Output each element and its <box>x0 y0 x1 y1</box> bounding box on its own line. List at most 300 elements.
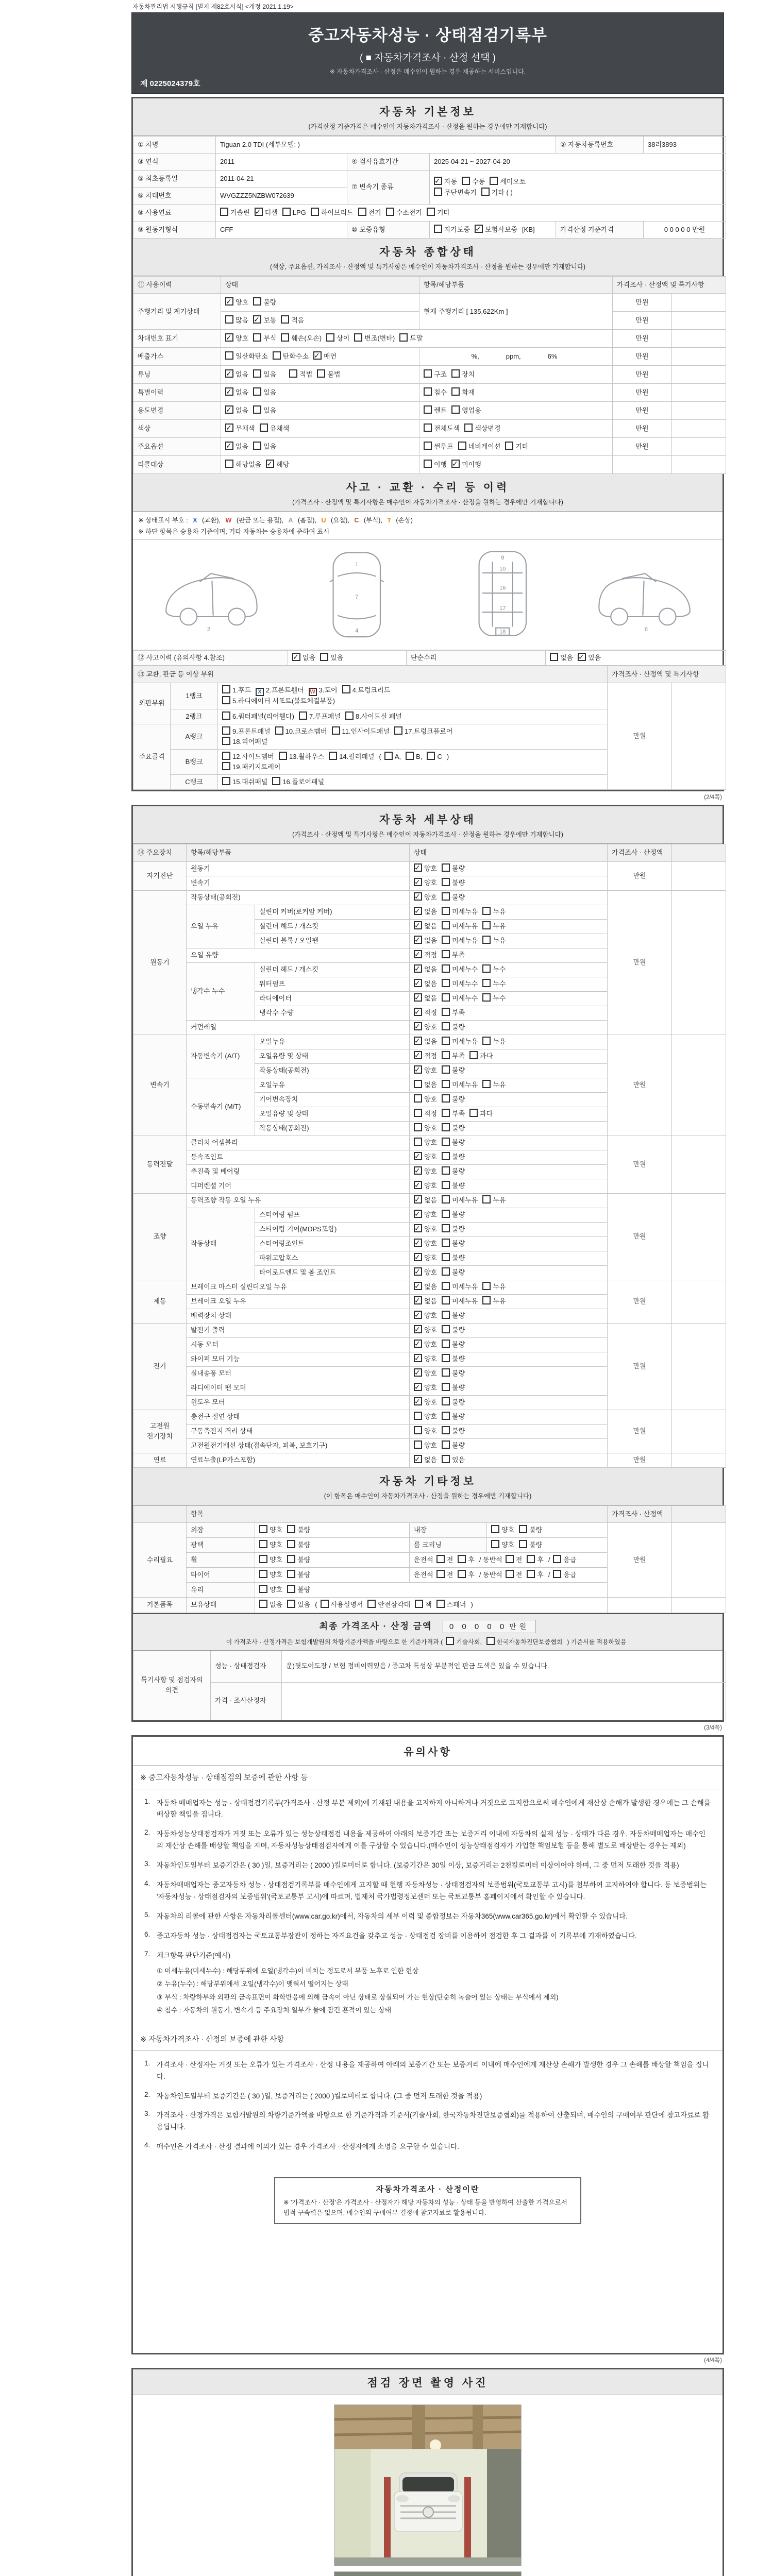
checkbox[interactable] <box>255 208 263 216</box>
checkbox[interactable] <box>442 878 450 886</box>
checkbox[interactable] <box>442 936 450 944</box>
checkbox[interactable] <box>490 177 498 185</box>
mark-box[interactable]: X <box>256 688 264 696</box>
checkbox[interactable] <box>384 752 393 760</box>
checkbox[interactable] <box>414 863 422 872</box>
price-value: 만원 <box>608 1453 672 1467</box>
checkbox[interactable] <box>414 1022 422 1030</box>
checkbox-option <box>434 225 470 235</box>
checkbox[interactable] <box>311 208 319 216</box>
item-state <box>410 1381 608 1395</box>
checkbox[interactable] <box>442 1065 450 1074</box>
checkbox[interactable] <box>259 1600 267 1608</box>
checkbox[interactable] <box>414 1138 422 1146</box>
note-cell <box>672 683 726 790</box>
checkbox[interactable] <box>414 1181 422 1189</box>
checkbox[interactable] <box>427 208 435 216</box>
checkbox-option <box>436 1570 453 1580</box>
option-label: 미세누수 <box>452 979 478 988</box>
checkbox[interactable] <box>442 863 450 872</box>
checkbox[interactable] <box>367 1600 376 1608</box>
checkbox[interactable] <box>414 1195 422 1204</box>
checkbox[interactable] <box>414 1354 422 1362</box>
option-label: 응급 <box>563 1571 577 1579</box>
checkbox[interactable] <box>442 1397 450 1405</box>
checkbox-option <box>222 737 267 747</box>
checkbox-option <box>442 878 465 888</box>
checkbox[interactable] <box>225 297 233 306</box>
diagram-label: 2 <box>207 626 210 633</box>
checkbox[interactable] <box>289 369 297 378</box>
checkbox[interactable] <box>222 726 230 735</box>
checkbox[interactable] <box>414 1065 422 1074</box>
checkbox[interactable] <box>225 442 233 450</box>
item-state <box>410 1107 608 1121</box>
checkbox[interactable] <box>313 351 322 360</box>
checkbox[interactable] <box>482 1296 491 1304</box>
checkbox[interactable] <box>342 685 350 693</box>
checkbox-option <box>414 1022 437 1032</box>
checkbox[interactable] <box>505 442 513 450</box>
checkbox[interactable] <box>414 1311 422 1319</box>
checkbox[interactable] <box>482 993 491 1002</box>
option-label: 전기 <box>368 208 381 216</box>
column-header: ⑬ 교환, 판금 등 이상 부위 <box>133 666 608 683</box>
checkbox[interactable] <box>491 1525 499 1533</box>
checkbox[interactable] <box>553 1555 561 1563</box>
checkbox[interactable] <box>442 907 450 915</box>
checkbox[interactable] <box>442 1440 450 1449</box>
option-label: 자가보증 <box>444 225 470 233</box>
checkbox[interactable] <box>482 1080 491 1088</box>
checkbox[interactable] <box>458 1570 466 1578</box>
checkbox-option <box>442 1210 465 1220</box>
checkbox[interactable] <box>282 208 291 216</box>
item-state <box>410 1265 608 1280</box>
checkbox[interactable] <box>527 1570 535 1578</box>
checkbox[interactable] <box>442 1426 450 1434</box>
checkbox[interactable] <box>442 1195 450 1204</box>
checkbox[interactable] <box>222 752 230 760</box>
checkbox[interactable] <box>259 1585 267 1593</box>
checkbox[interactable] <box>482 921 491 929</box>
checkbox[interactable] <box>451 460 460 468</box>
checkbox[interactable] <box>414 1123 422 1131</box>
checkbox[interactable] <box>414 1037 422 1045</box>
checkbox[interactable] <box>442 950 450 958</box>
checkbox[interactable] <box>427 752 435 760</box>
option-label: 부족 <box>452 1052 465 1060</box>
checkbox[interactable] <box>506 1555 514 1563</box>
checkbox[interactable] <box>320 653 328 661</box>
checkbox[interactable] <box>414 1253 422 1261</box>
checkbox[interactable] <box>222 777 230 785</box>
checkbox[interactable] <box>406 752 414 760</box>
checkbox[interactable] <box>482 1037 491 1045</box>
checkbox[interactable] <box>442 1123 450 1131</box>
checkbox[interactable] <box>259 1525 267 1533</box>
checkbox[interactable] <box>442 1094 450 1103</box>
checkbox[interactable] <box>424 460 432 468</box>
checkbox[interactable] <box>414 1267 422 1276</box>
column-header: 항목/해당부품 <box>187 844 410 861</box>
text: (요철), <box>329 517 351 524</box>
checkbox[interactable] <box>442 1253 450 1261</box>
checkbox[interactable] <box>442 1037 450 1045</box>
checkbox[interactable] <box>259 1540 267 1548</box>
checkbox[interactable] <box>287 1570 295 1578</box>
checkbox[interactable] <box>414 892 422 901</box>
checkbox[interactable] <box>434 225 442 233</box>
checkbox[interactable] <box>292 653 300 661</box>
checkbox[interactable] <box>399 333 408 342</box>
checkbox[interactable] <box>451 405 460 414</box>
checkbox[interactable] <box>442 1311 450 1319</box>
checkbox[interactable] <box>436 1570 445 1578</box>
option-label: 없음 <box>303 654 316 662</box>
checkbox[interactable] <box>436 1600 445 1608</box>
checkbox[interactable] <box>442 1368 450 1377</box>
checkbox[interactable] <box>332 726 340 735</box>
checkbox[interactable] <box>260 423 268 432</box>
checkbox[interactable] <box>553 1570 561 1578</box>
option-label: 없음 <box>424 965 438 973</box>
note-cell <box>672 384 726 402</box>
checkbox[interactable] <box>434 177 442 185</box>
checkbox-option <box>482 907 506 917</box>
checkbox[interactable] <box>281 315 289 324</box>
checkbox[interactable] <box>469 1051 478 1059</box>
option-label: 전 <box>515 1555 523 1564</box>
checkbox[interactable] <box>462 177 470 185</box>
notice-list-1 <box>133 1789 722 2027</box>
option-label: 기타 <box>515 443 529 451</box>
checkbox[interactable] <box>442 1181 450 1189</box>
checkbox[interactable] <box>424 387 432 396</box>
option-label: 양호 <box>424 1441 438 1449</box>
option-label: 19.패키지트레이 <box>232 763 281 771</box>
checkbox[interactable] <box>442 1267 450 1276</box>
option-label: 있음 <box>452 1455 465 1464</box>
checkbox[interactable] <box>442 1109 450 1117</box>
checkbox[interactable] <box>442 1239 450 1247</box>
price-value: 만원 <box>608 1035 672 1136</box>
rank-label: 2랭크 <box>171 709 218 724</box>
checkbox[interactable] <box>253 315 261 324</box>
checkbox[interactable] <box>442 1383 450 1391</box>
checkbox-option <box>394 726 452 737</box>
item-name: 오일누유 <box>255 1035 410 1049</box>
checkbox[interactable] <box>326 333 334 342</box>
checkbox[interactable] <box>442 1022 450 1030</box>
checkbox[interactable] <box>253 297 261 306</box>
checkbox[interactable] <box>414 979 422 987</box>
checkbox-option <box>220 208 250 218</box>
checkbox[interactable] <box>527 1555 535 1563</box>
checkbox[interactable] <box>414 1008 422 1016</box>
checkbox[interactable] <box>424 369 432 378</box>
checkbox[interactable] <box>442 1166 450 1175</box>
row-state <box>255 1568 410 1583</box>
checkbox[interactable] <box>275 726 283 735</box>
checkbox[interactable] <box>253 405 261 414</box>
checkbox[interactable] <box>578 653 586 661</box>
price-value: 만원 <box>608 890 672 1035</box>
checkbox[interactable] <box>469 1109 478 1117</box>
checkbox[interactable] <box>482 907 491 915</box>
checkbox[interactable] <box>442 1412 450 1420</box>
price-value: 만원 <box>608 1136 672 1193</box>
checkbox[interactable] <box>321 1600 329 1608</box>
option-label: 양호 <box>424 1326 438 1334</box>
checkbox[interactable] <box>451 387 460 396</box>
checkbox-option <box>358 208 381 218</box>
checkbox[interactable] <box>442 1210 450 1218</box>
checkbox[interactable] <box>434 188 442 196</box>
checkbox[interactable] <box>222 737 230 745</box>
checkbox[interactable] <box>272 777 280 785</box>
checkbox[interactable] <box>442 892 450 901</box>
option-label: 양호 <box>424 893 438 901</box>
checkbox[interactable] <box>287 1585 295 1593</box>
checkbox[interactable] <box>414 1397 422 1405</box>
checkbox[interactable] <box>482 979 491 987</box>
checkbox[interactable] <box>442 1354 450 1362</box>
item-name: 변속기 <box>187 876 410 890</box>
option-label: 누수 <box>493 979 506 988</box>
checkbox[interactable] <box>273 351 281 360</box>
checkbox[interactable] <box>253 442 261 450</box>
row-item <box>419 456 613 474</box>
item-state <box>410 934 608 948</box>
checkbox[interactable] <box>414 1368 422 1377</box>
checkbox[interactable] <box>442 921 450 929</box>
checkbox[interactable] <box>475 225 483 233</box>
checkbox[interactable] <box>222 685 230 693</box>
checkbox[interactable] <box>414 1094 422 1103</box>
checkbox[interactable] <box>442 993 450 1002</box>
checkbox[interactable] <box>519 1525 527 1533</box>
checkbox-option <box>424 405 447 416</box>
row-state <box>255 1522 410 1537</box>
checkbox[interactable] <box>442 1340 450 1348</box>
option-label: 불량 <box>297 1586 311 1594</box>
checkbox[interactable] <box>414 1383 422 1391</box>
checkbox[interactable] <box>486 1637 495 1645</box>
checkbox[interactable] <box>220 208 228 216</box>
checkbox[interactable] <box>279 752 287 760</box>
detail-row <box>133 1035 726 1049</box>
checkbox[interactable] <box>259 1570 267 1578</box>
checkbox[interactable] <box>287 1540 295 1548</box>
checkbox[interactable] <box>424 442 432 450</box>
item-state <box>410 948 608 962</box>
checkbox[interactable] <box>287 1555 295 1563</box>
checkbox[interactable] <box>414 907 422 915</box>
option-label: 없음 <box>236 406 249 415</box>
checkbox[interactable] <box>225 460 233 468</box>
checkbox[interactable] <box>414 1224 422 1232</box>
checkbox[interactable] <box>458 442 466 450</box>
checkbox[interactable] <box>414 993 422 1002</box>
checkbox[interactable] <box>414 1080 422 1088</box>
checkbox[interactable] <box>442 979 450 987</box>
checkbox[interactable] <box>414 878 422 886</box>
checkbox[interactable] <box>446 1637 454 1645</box>
checkbox[interactable] <box>225 387 233 396</box>
checkbox[interactable] <box>442 1325 450 1333</box>
checkbox[interactable] <box>414 1051 422 1059</box>
checkbox[interactable] <box>442 1051 450 1059</box>
checkbox[interactable] <box>358 208 366 216</box>
checkbox[interactable] <box>482 1195 491 1204</box>
checkbox[interactable] <box>458 1555 466 1563</box>
checkbox[interactable] <box>414 950 422 958</box>
option-label: 불량 <box>452 1427 465 1435</box>
checkbox[interactable] <box>225 351 233 360</box>
checkbox[interactable] <box>225 333 233 342</box>
checkbox-option <box>427 752 442 762</box>
checkbox[interactable] <box>414 1239 422 1247</box>
checkbox[interactable] <box>414 1340 422 1348</box>
item-state <box>410 1179 608 1193</box>
row-label: 주요옵션 <box>133 438 221 456</box>
checkbox[interactable] <box>414 936 422 944</box>
checkbox[interactable] <box>253 387 261 396</box>
checkbox[interactable] <box>222 762 230 770</box>
checkbox[interactable] <box>222 711 230 720</box>
checkbox[interactable] <box>550 653 558 661</box>
option-label: 미세누유 <box>452 936 478 944</box>
checkbox[interactable] <box>442 1008 450 1016</box>
checkbox[interactable] <box>222 696 230 704</box>
checkbox[interactable] <box>266 460 274 468</box>
checkbox[interactable] <box>414 1455 422 1463</box>
checkbox[interactable] <box>414 921 422 929</box>
checkbox[interactable] <box>259 1555 267 1563</box>
checkbox[interactable] <box>414 1210 422 1218</box>
checkbox[interactable] <box>287 1525 295 1533</box>
checkbox[interactable] <box>424 405 432 414</box>
mark-box[interactable]: W <box>309 688 317 696</box>
option-label: 보통 <box>263 316 277 325</box>
checkbox[interactable] <box>442 1138 450 1146</box>
checkbox[interactable] <box>414 1412 422 1420</box>
checkbox[interactable] <box>414 1325 422 1333</box>
checkbox[interactable] <box>482 936 491 944</box>
checkbox[interactable] <box>287 1600 295 1608</box>
price-value: 만원 <box>613 384 672 402</box>
checkbox[interactable] <box>225 315 233 324</box>
checkbox[interactable] <box>415 1600 423 1608</box>
checkbox[interactable] <box>281 333 289 342</box>
state-code-legend <box>133 512 722 526</box>
checkbox[interactable] <box>345 711 354 720</box>
checkbox[interactable] <box>253 369 261 378</box>
checkbox[interactable] <box>414 1152 422 1160</box>
panel-page2 <box>131 805 724 1721</box>
checkbox[interactable] <box>225 369 233 378</box>
note-cell <box>672 1522 726 1598</box>
checkbox-option <box>451 405 481 416</box>
checkbox[interactable] <box>394 726 402 735</box>
checkbox[interactable] <box>329 752 337 760</box>
option-label: 하이브리드 <box>321 208 354 216</box>
checkbox[interactable] <box>225 423 233 432</box>
option-label: 수소전기 <box>396 208 422 216</box>
option-label: 도말 <box>410 334 423 343</box>
checkbox[interactable] <box>299 711 307 720</box>
checkbox-option <box>414 1109 437 1119</box>
notice-item-text: 자동차성능상태점검자가 거짓 또는 오류가 있는 성능상태점검 내용을 제공하여 아래의 보증기간 또는 보증거리 이내에 자동차의 실제 성능 · 상태가 다른 경우, 자동차매매업자는 매수인의 재산상 손해를 배상할 책임을 지며, 자동차성능상태점검자에게 이를 구상할 수 있습니다.(매수인이 성능상태점검자가 가입한 책임보험 등을 통해 별도로 배상받는 경우는 제외) <box>157 1830 706 1850</box>
checkbox[interactable] <box>225 405 233 414</box>
checkbox[interactable] <box>481 188 490 196</box>
checkbox[interactable] <box>464 423 473 432</box>
text: 이 가격조사 · 산정가격은 보험개발원의 차량기준가액을 바탕으로 한 기준가격과 ( <box>226 1638 443 1646</box>
item-group-name: 냉각수 누수 <box>187 962 255 1020</box>
checkbox[interactable] <box>317 369 325 378</box>
checkbox[interactable] <box>386 208 394 216</box>
checkbox[interactable] <box>451 369 460 378</box>
checkbox[interactable] <box>519 1540 527 1548</box>
option-label: 불법 <box>327 370 341 379</box>
diagram-label: 4 <box>355 628 358 634</box>
checkbox-option <box>458 1555 475 1565</box>
row-item-emission <box>419 348 613 366</box>
checkbox[interactable] <box>482 964 491 973</box>
option-label: 미세누유 <box>452 922 478 930</box>
checkbox[interactable] <box>253 333 261 342</box>
checkbox[interactable] <box>442 1455 450 1463</box>
checkbox[interactable] <box>442 964 450 973</box>
price-value: 만원 <box>608 1410 672 1453</box>
checkbox[interactable] <box>436 1555 445 1563</box>
checkbox[interactable] <box>424 423 432 432</box>
checkbox[interactable] <box>506 1570 514 1578</box>
notice-item-number: 5. <box>144 1911 150 1919</box>
checkbox[interactable] <box>414 1440 422 1449</box>
option-label: 불량 <box>452 878 465 887</box>
checkbox[interactable] <box>414 1296 422 1304</box>
checkbox[interactable] <box>414 1166 422 1175</box>
checkbox[interactable] <box>442 1080 450 1088</box>
checkbox[interactable] <box>414 1426 422 1434</box>
checkbox[interactable] <box>442 1224 450 1232</box>
checkbox[interactable] <box>442 1152 450 1160</box>
checkbox[interactable] <box>414 1282 422 1290</box>
option-label: 미세누유 <box>452 1282 478 1291</box>
checkbox[interactable] <box>442 1296 450 1304</box>
column-header: ⑭ 주요장치 <box>133 844 187 861</box>
notice-subheader-1: ※ 중고자동차성능 · 상태점검의 보증에 관한 사항 등 <box>133 1766 722 1789</box>
checkbox[interactable] <box>491 1540 499 1548</box>
checkbox[interactable] <box>442 1282 450 1290</box>
panel-page1 <box>131 97 724 791</box>
etc-info-table <box>133 1505 726 1613</box>
row-label: 특기사항 및 점검자의 의견 <box>133 1651 211 1720</box>
item-name: 실린더 헤드 / 개스킷 <box>255 962 410 977</box>
checkbox-option <box>442 1008 465 1018</box>
checkbox[interactable] <box>414 964 422 973</box>
item-name: 배력장치 상태 <box>187 1309 410 1323</box>
checkbox[interactable] <box>354 333 362 342</box>
checkbox[interactable] <box>414 1109 422 1117</box>
note-cell <box>672 294 726 312</box>
checkbox[interactable] <box>482 1282 491 1290</box>
option-label: 없음 <box>236 370 249 379</box>
checkbox-option <box>442 1022 465 1032</box>
checkbox-option <box>256 685 304 696</box>
